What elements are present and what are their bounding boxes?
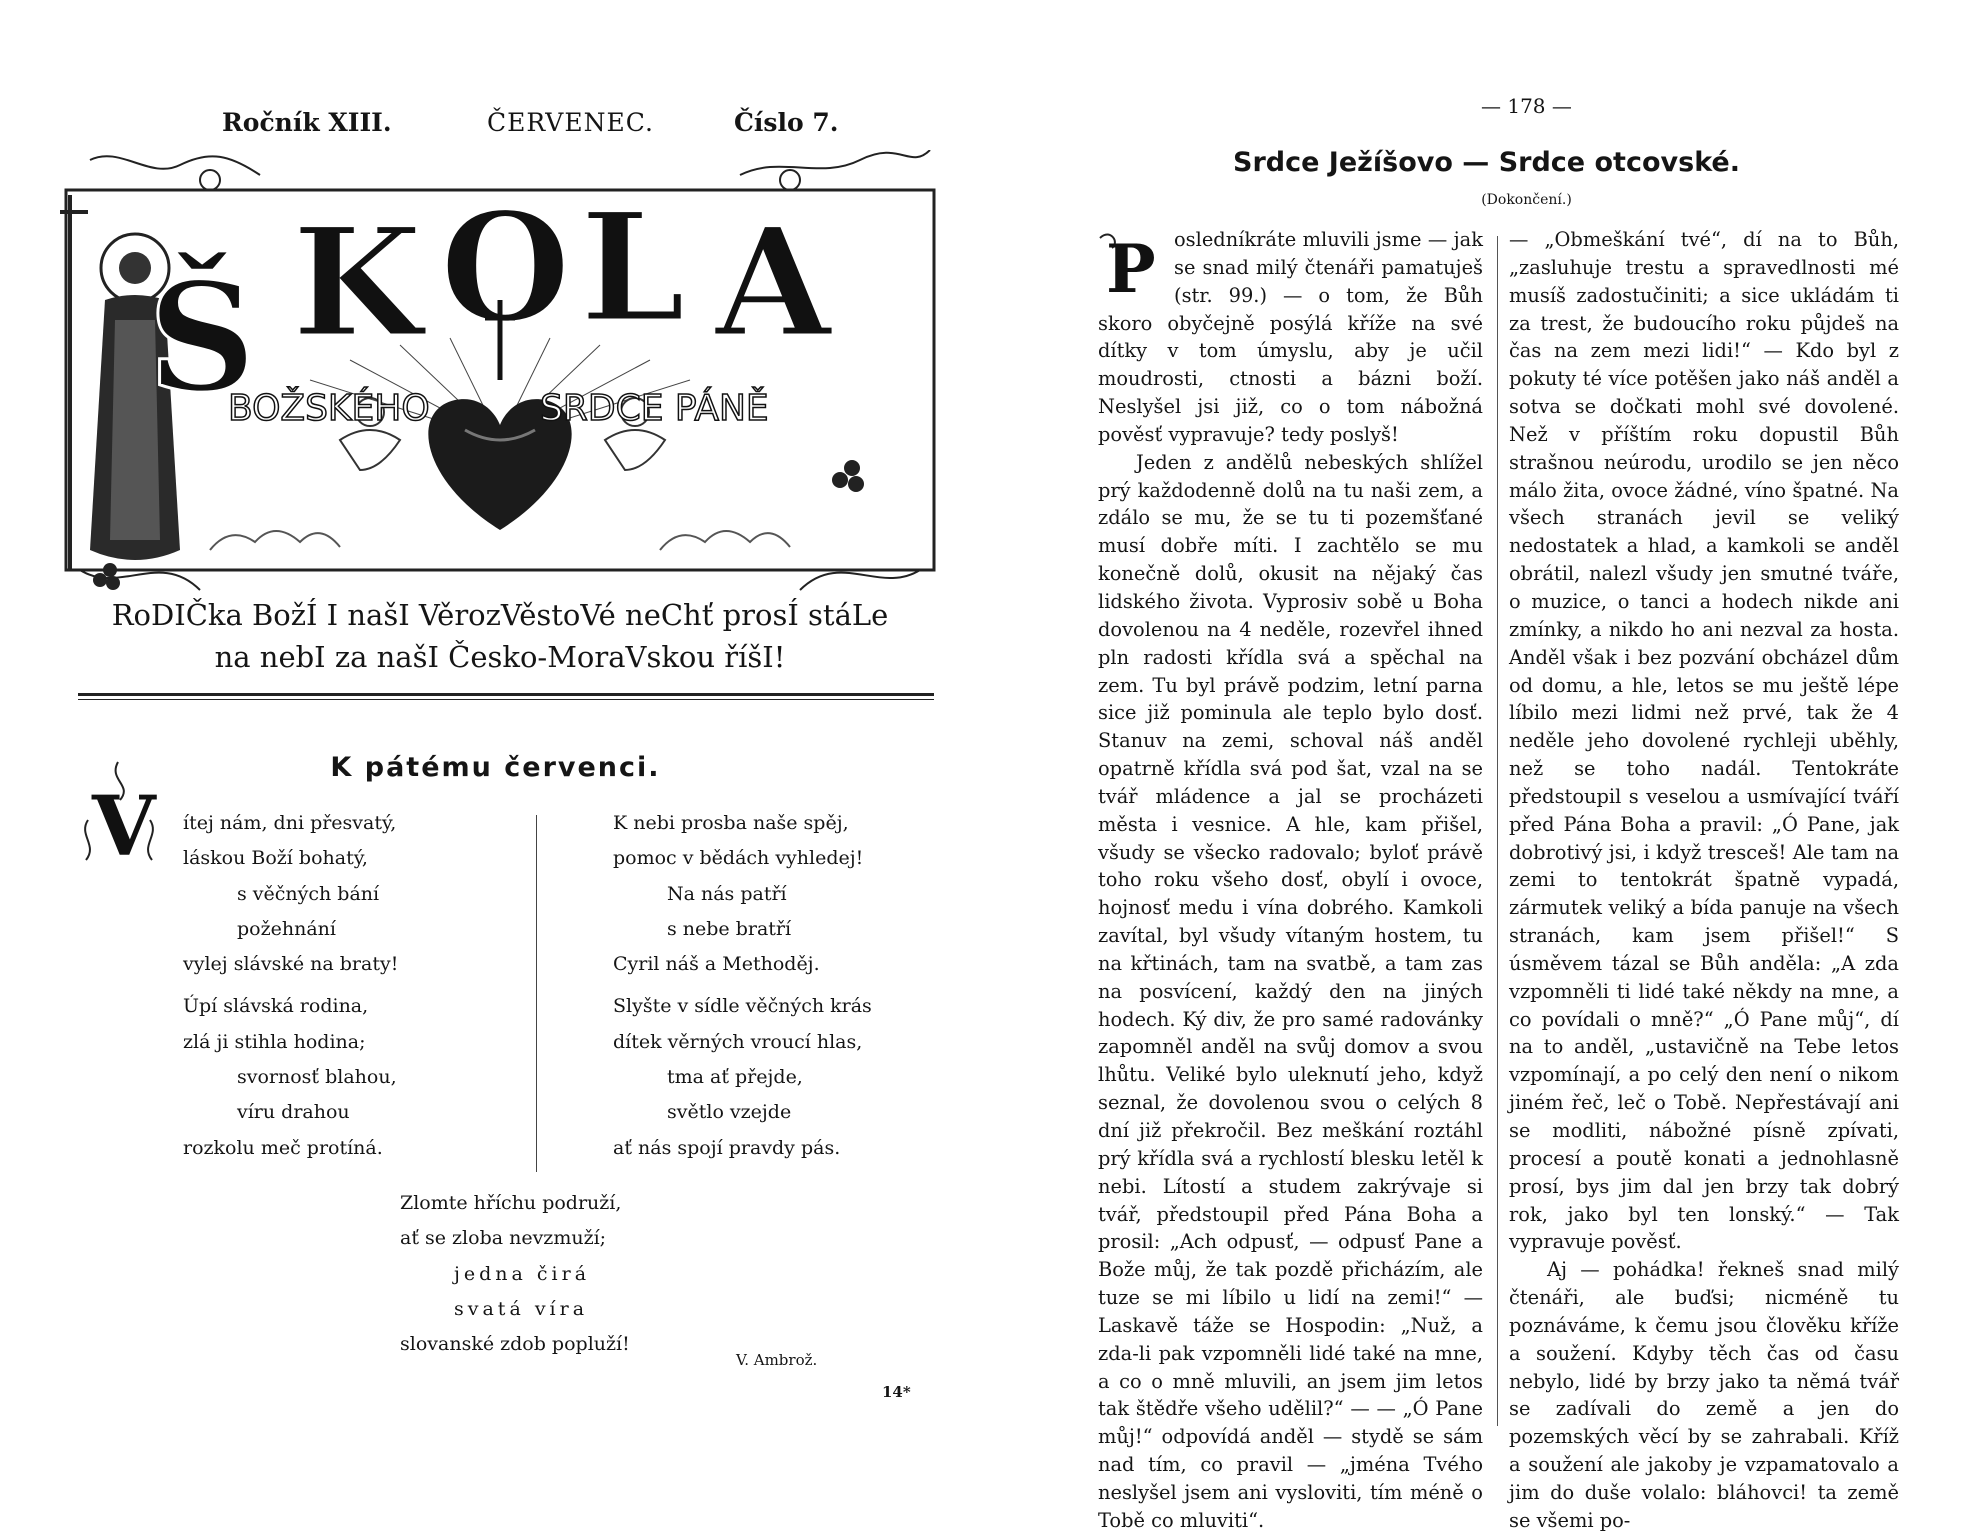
verse-line: rozkolu meč protíná. [183, 1136, 383, 1159]
verse-line: láskou Boží bohatý, [183, 847, 368, 870]
verse-line: svatá víra [454, 1297, 589, 1320]
verse-line: světlo vzejde [667, 1101, 792, 1124]
cross-icon [60, 195, 88, 570]
verse-line: vylej slávské na braty! [183, 953, 399, 976]
poem-left-column [183, 806, 398, 1166]
title-letter: Š [148, 250, 257, 426]
poem-final-stanza [400, 1186, 630, 1362]
verse-line: s věčných bání [237, 882, 380, 905]
left-page [0, 0, 991, 1501]
poem-right-column [613, 806, 872, 1166]
paragraph-text: osledníkráte mluvili jsme — jak se snad milý čtenáři pamatuješ (str. 99.) — o tom, že Bůh skoro obyčejně posýlá kříže na své dítky v tom úmyslu, aby je učil moudrosti, ctnosti a bázni boží. Neslyšel jsi již, co o tom nábožná pověsť vypravuje? tedy poslyš! [1098, 228, 1483, 446]
verse-line: ať se zloba nevzmuží; [400, 1227, 607, 1250]
verse-line: požehnání [237, 917, 336, 940]
verse-line: ítej nám, dni přesvatý, [183, 812, 397, 834]
right-page [991, 0, 1982, 1532]
verse-line: jedna čirá [454, 1262, 591, 1285]
verse-line: dítek věrných vroucí hlas, [613, 1030, 863, 1053]
verse-line: K nebi prosba naše spěj, [613, 812, 849, 834]
verse-line: tma ať přejde, [667, 1066, 803, 1089]
paragraph: Jeden z andělů nebeských shlížel prý každodenně dolů na tu naši zem, a zdálo se mu, že se tu ti pozemšťané musí dobře míti. I zachtělo se mu konečně dolů, okusit na nějaký čas lidského života. Vyprosiv sobě u Boha dovolenou na 4 neděle, rozevřel ihned pln radosti křídla svá a spěchal na zem. Tu byl právě podzim, letní parna sice již pominula ale teplo bylo dosť. Stanuv na zemi, schoval náš anděl opatrně křídla svá pod šat, vzal na se tvář mládence a jal se procházeti města i vesnice. A hle, kam přišel, všudy se všecko radovalo; byloť právě toho roku všeho dosť, obylí i ovoce, hojnosť medu i vína dobrého. Kamkoli zavítal, byl všudy vítaným hostem, tu na křtinách, tam na svatbě, a tam zas na posvícení, každý den na jiných hodech. Ký div, že pro samé radovánky zapomněl anděl na svůj domov a svou lhůtu. Veliké bylo uleknutí jeho, když seznal, že dovolenou svou o celých 8 dní již překročil. Bez meškání roztáhl prý křídla svá a rychlostí blesku letěl k nebi. Lítostí a studem zakrývaje si tvář, předstoupil před Pána Boha a prosil: „Ach odpusť, — odpusť Pane a Bože můj, že tak pozdě přicházím, ale tuze se mi líbilo u lidí na zemi!“ — Laskavě táže se Hospodin: „Nuž, a zda-li pak vzpomněli lidé také na mne, a co o mně mluvili, an jsem jim letos tak štědře všeho udělil?“ — — „Ó Pane můj!“ odpovídá anděl — stydě se sám nad tím, co pravil — „jména Tvého neslyšel jsem ani vysloviti, tím méně o Tobě co mluviti“. [1098, 450, 1483, 1532]
subtitle-left: BOŽSKÉHO [228, 388, 430, 429]
verse-line: zlá ji stihla hodina; [183, 1030, 366, 1053]
signature-mark: 14* [882, 1383, 911, 1401]
article-column-right [1509, 226, 1899, 1535]
verse-line: Cyril náš a Methoděj. [613, 953, 820, 976]
paragraph: — „Obmeškání tvé“, dí na to Bůh, „zasluhuje trestu a spravedlnosti mé musíš zadostučiniti; a sice ukládám ti za trest, že budoucího roku půjdeš na čas na zem mezi lidi!“ — Kdo byl z pokuty té více potěšen jako náš anděl a sotva se dočkati mohl své dovolené. Než v příštím roku dopustil Bůh strašnou neúrodu, urodilo se jen něco málo žita, ovoce žádné, víno špatné. Na všech stranách jevil se veliký nedostatek a hlad, a kamkoli se anděl obrátil, nalezl všudy jen smutné tváře, o muzice, o tanci a hodech nikde ani zmínky, a nikdo ho ani nezval za hosta. Anděl však i bez pozvání obcházel dům od domu, a hle, letos se mu ještě lépe líbilo mezi lidmi než prvé, tak že 4 neděle jeho dovolené rychleji uběhly, než se toho nadál. Tentokráte předstoupil s veselou a usmívající tváří před Pána Boha a pravil: „Ó Pane, jak dobrotivý jsi, i když tresceš! Ale tam na zemi to tentokrát špatně vypadá, zármutek veliký a bída panuje na všech stranách, kam jsem přišel!“ S úsměvem tázal se Bůh anděla: „A zda vzpomněli ti lidé také někdy na mne, a co povídali o mně?“ „Ó Pane můj“, dí na to anděl, „ustavičně na Tebe letos vzpomínají, a po celý den není o nikom jiném řeč, leč o Tobě. Nepřestávají ani se modliti, nábožné písně zpívati, procesí a poutě konati a jednohlasně prosí, bys jim dal jen brzy tak dobrý rok, jako byl ten lonský.“ — Tak vypravuje pověsť. [1509, 228, 1899, 1254]
ornamental-initial [78, 760, 160, 880]
article-column-left [1098, 226, 1483, 1535]
subtitle-right: SRDCE PÁNĚ [540, 388, 769, 429]
drop-initial [1096, 228, 1168, 300]
page-number: — 178 — [1481, 94, 1572, 118]
motto-line-2: na nebI za našI Česko-MoraVskou říšI! [214, 640, 786, 674]
month-label: ČERVENEC. [487, 108, 654, 137]
initial-letter: V [92, 779, 156, 875]
title-letter: L [580, 180, 686, 356]
verse-line: Zlomte hříchu podruží, [400, 1192, 622, 1214]
article-subtitle: (Dokončení.) [1481, 192, 1572, 208]
divider-rule [78, 699, 934, 700]
motto-line-1: RoDIČka BožÍ I našI VěrozVěstoVé neChť prosÍ stáLe [111, 598, 889, 632]
drop-initial-letter: P [1106, 230, 1156, 300]
volume-label: Ročník XIII. [222, 108, 392, 137]
masthead [0, 108, 991, 144]
verse-line: Slyšte v sídle věčných krás [613, 995, 872, 1018]
issue-label: Číslo 7. [734, 108, 839, 137]
poem-author: V. Ambrož. [736, 1351, 818, 1369]
verse-line: Úpí slávská rodina, [183, 995, 369, 1018]
poem-title: K pátému červenci. [330, 752, 661, 783]
verse-line: Na nás patří [667, 882, 787, 905]
paragraph: Aj — pohádka! řekneš snad milý čtenáři, ale buďsi; nicméně tu poznáváme, k čemu jsou člověku kříže a soužení. Kdyby těch čas od času nebylo, lidé by brzy jako ta němá tvář se zadívali do země a jen do pozemských věcí by se zahrabali. Kříž a soužení ale jakoby je vzpamatovalo a jim do duše volalo: bláhovci! ta země se všemi po- [1509, 1258, 1899, 1532]
article-title: Srdce Ježíšovo — Srdce otcovské. [1233, 147, 1740, 178]
verse-line: svornosť blahou, [237, 1066, 397, 1089]
title-letter: O [440, 180, 571, 356]
cloud-icon [210, 531, 790, 550]
verse-line: víru drahou [237, 1101, 350, 1124]
title-banner [60, 150, 940, 610]
title-letter: A [715, 195, 832, 371]
poem-column-divider [536, 815, 537, 1172]
title-letter: K [292, 195, 423, 371]
paragraph [1098, 226, 1483, 449]
verse-line: slovanské zdob popluží! [400, 1333, 630, 1356]
verse-line: s nebe bratří [667, 917, 792, 940]
column-divider [1497, 236, 1498, 1426]
verse-line: ať nás spojí pravdy pás. [613, 1136, 841, 1159]
verse-line: pomoc v bědách vyhledej! [613, 847, 864, 870]
divider-rule [78, 693, 934, 696]
